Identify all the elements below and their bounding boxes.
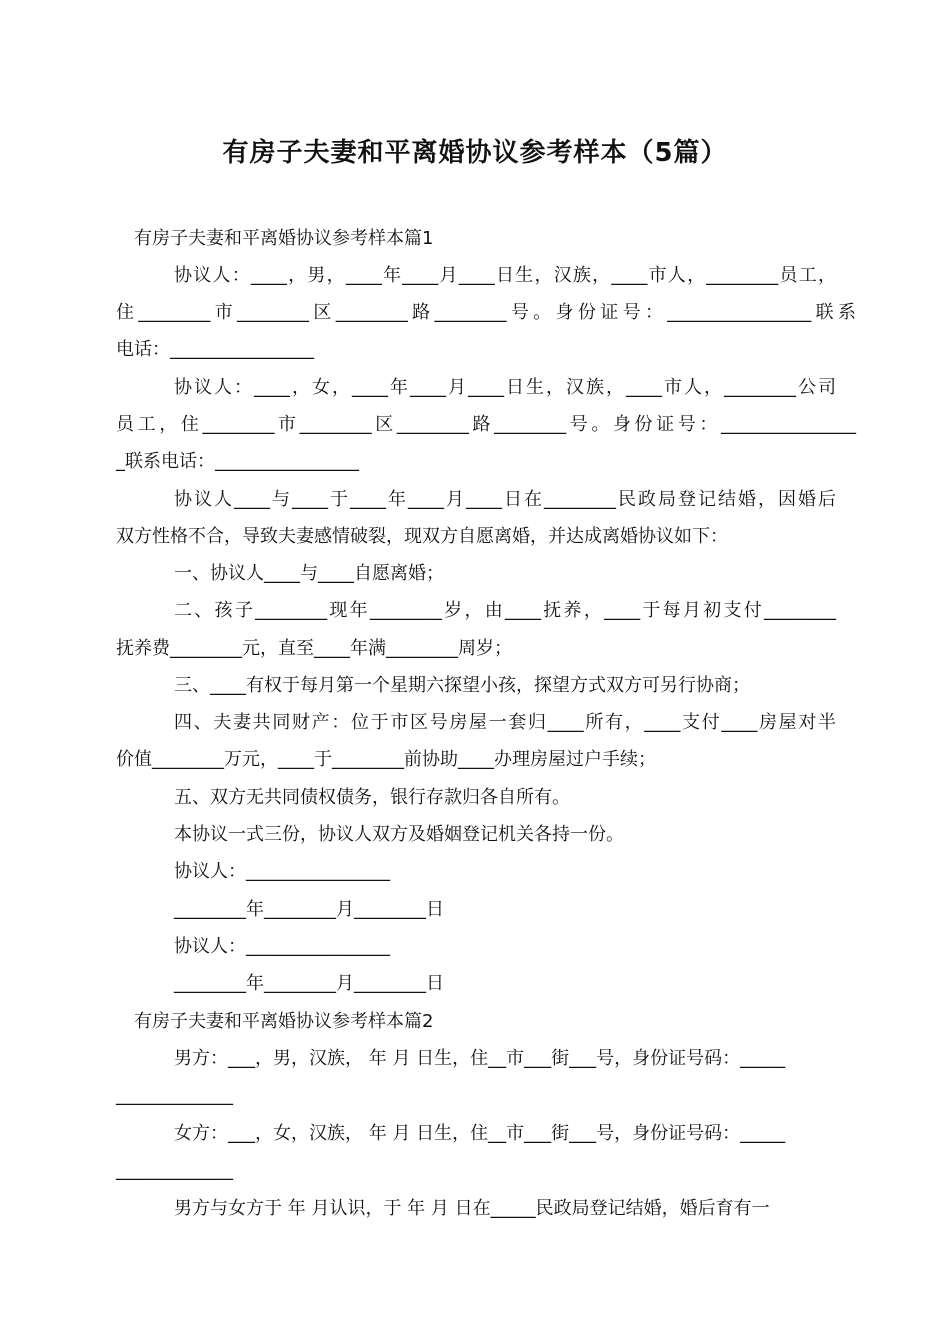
signature-line-2: 协议人：________________ xyxy=(174,936,390,957)
clause-4-line-1: 四、夫妻共同财产：位于市区号房屋一套归____所有，____支付____房屋对半 xyxy=(174,712,836,733)
party-1-line-2: 住________市________区________路________号。身份证号：________________联系 xyxy=(116,302,856,323)
female-party-line-1: 女方：___，女，汉族， 年 月 日生，住__市___街___号，身份证号码：_____ xyxy=(174,1123,786,1144)
section-2-intro: 男方与女方于 年 月认识，于 年 月 日在_____民政局登记结婚，婚后育有一 xyxy=(174,1198,770,1219)
document-title: 有房子夫妻和平离婚协议参考样本（5篇） xyxy=(222,138,728,168)
copies-note: 本协议一式三份，协议人双方及婚姻登记机关各持一份。 xyxy=(174,824,624,845)
signature-line-1: 协议人：________________ xyxy=(174,861,390,882)
clause-4-line-2: 价值________万元，____于________前协助____办理房屋过户手续； xyxy=(116,749,656,770)
clause-2-line-1: 二、孩子________现年________岁，由____抚养，____于每月初支付________ xyxy=(174,600,836,621)
clause-3: 三、____有权于每月第一个星期六探望小孩，探望方式双方可另行协商； xyxy=(174,675,750,696)
section-1-heading: 有房子夫妻和平离婚协议参考样本篇1 xyxy=(134,228,434,249)
clause-2-line-2: 抚养费________元，直至____年满________周岁； xyxy=(116,638,512,659)
party-1-line-1: 协议人：____，男，____年____月____日生，汉族，____市人，________员工， xyxy=(174,265,836,286)
clause-1: 一、协议人____与____自愿离婚； xyxy=(174,563,444,584)
male-party-line-2: _____________ xyxy=(116,1085,233,1106)
male-party-line-1: 男方：___，男，汉族， 年 月 日生，住__市___街___号，身份证号码：_____ xyxy=(174,1048,786,1069)
party-2-line-3: _联系电话：________________ xyxy=(116,451,359,472)
date-line-2: ________年________月________日 xyxy=(174,973,444,994)
clause-5: 五、双方无共同债权债务，银行存款归各自所有。 xyxy=(174,787,570,808)
intro-line-2: 双方性格不合，导致夫妻感情破裂，现双方自愿离婚，并达成离婚协议如下： xyxy=(116,526,728,547)
party-2-line-1: 协议人：____，女，____年____月____日生，汉族，____市人，________公司 xyxy=(174,377,836,398)
intro-line-1: 协议人____与____于____年____月____日在________民政局登记结婚，因婚后 xyxy=(174,489,836,510)
date-line-1: ________年________月________日 xyxy=(174,899,444,920)
party-1-line-3: 电话：________________ xyxy=(116,339,314,360)
section-2-heading: 有房子夫妻和平离婚协议参考样本篇2 xyxy=(134,1011,434,1032)
party-2-line-2: 员工，住________市________区________路________号。身份证号：_______________ xyxy=(116,414,856,435)
female-party-line-2: _____________ xyxy=(116,1160,233,1181)
